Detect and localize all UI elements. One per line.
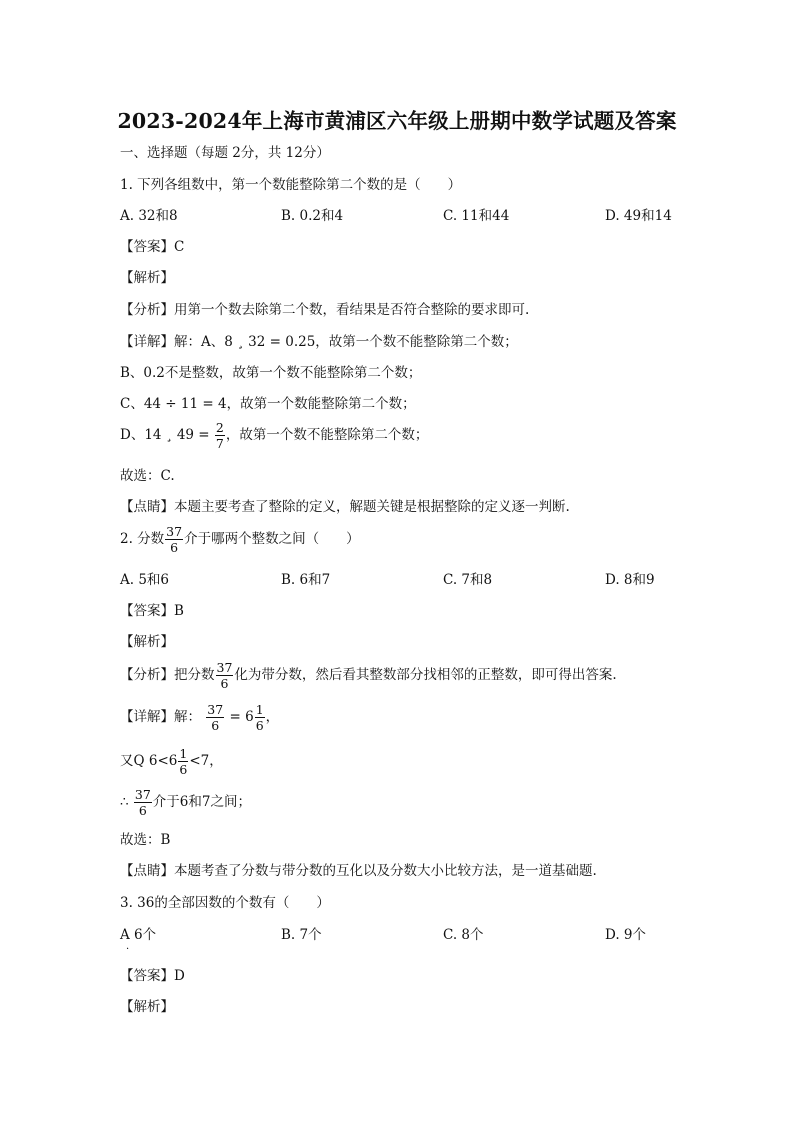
q2-answer: 【答案】B: [120, 603, 184, 619]
page-title: 2023-2024年上海市黄浦区六年级上册期中数学试题及答案: [117, 109, 677, 133]
q2-detail-pre: 解：: [174, 709, 201, 725]
q2-detail-post: ，: [265, 709, 280, 725]
q2-fenxi-pre: 把分数: [174, 667, 215, 683]
section-heading: 一、选择题（每题 2分，共 12分）: [120, 145, 330, 161]
question-1-stem: 1. 下列各组数中，第一个数能整除第二个数的是（ ）: [120, 177, 462, 193]
fraction-numerator: 37: [207, 702, 224, 717]
q2-so-fraction: [134, 787, 152, 818]
q2-stem-pre: 2. 分数: [120, 531, 165, 547]
q2-also-fraction: [178, 746, 188, 777]
fraction-numerator: 2: [215, 420, 224, 435]
fraction-numerator: 1: [179, 746, 188, 761]
q3-option-d: D. 9个: [605, 927, 647, 943]
q2-detail-eq: = 6: [229, 709, 254, 725]
q1-detail-d: [120, 420, 428, 451]
q2-also-pre: 又Q 6<6: [120, 753, 178, 769]
q2-option-d: D. 8和9: [605, 572, 655, 588]
q1-option-b: B. 0.2和4: [281, 208, 344, 224]
q1-dianjing: [120, 497, 570, 517]
question-2-stem: [120, 524, 360, 555]
q2-fenxi-tag: 【分析】: [120, 667, 174, 683]
q2-so-post: 介于6和7之间；: [152, 794, 251, 810]
q1-detail-a: [120, 332, 518, 352]
fraction-denominator: 6: [255, 718, 264, 733]
q1-detail-d-pre: D、14 ¸ 49 =: [120, 427, 210, 443]
q2-option-a: A. 5和6: [120, 572, 170, 588]
q2-detail: [120, 702, 279, 733]
q2-option-c: C. 7和8: [443, 572, 493, 588]
q1-fenxi: [120, 300, 529, 320]
stray-dot-mark: ·: [126, 944, 130, 955]
fraction-denominator: 6: [220, 676, 229, 691]
q1-option-c: C. 11和44: [443, 208, 510, 224]
q3-option-a: A 6个: [120, 927, 157, 943]
q3-option-b: B. 7个: [281, 927, 322, 943]
question-3-stem: 3. 36的全部因数的个数有（ ）: [120, 895, 330, 911]
q1-fenxi-text: 用第一个数去除第二个数，看结果是否符合整除的要求即可.: [174, 302, 530, 318]
q2-detail-tag: 【详解】: [120, 709, 174, 725]
q3-answer: 【答案】D: [120, 968, 185, 984]
fraction-denominator: 6: [170, 540, 179, 555]
q1-dianjing-tag: 【点睛】: [120, 499, 174, 515]
fraction-denominator: 6: [211, 718, 220, 733]
q2-detail-mixed-fraction: [255, 702, 265, 733]
q1-analysis-heading: 【解析】: [120, 270, 174, 286]
q1-choose: 故选：C.: [120, 468, 175, 484]
q1-fraction-2-7: [215, 420, 225, 451]
q2-stem-fraction: [165, 524, 183, 555]
q1-detail-a-text: 解：A、8 ¸ 32 = 0.25，故第一个数不能整除第二个数；: [174, 334, 518, 350]
q2-fenxi: [120, 660, 617, 691]
q2-dianjing-text: 本题考查了分数与带分数的互化以及分数大小比较方法，是一道基础题.: [174, 863, 597, 879]
q1-detail-c: C、44 ÷ 11 = 4，故第一个数能整除第二个数；: [120, 396, 416, 412]
q2-fenxi-fraction: [216, 660, 234, 691]
q1-fenxi-tag: 【分析】: [120, 302, 174, 318]
q1-answer: 【答案】C: [120, 239, 185, 255]
q1-option-d: D. 49和14: [605, 208, 672, 224]
q2-also: [120, 746, 223, 777]
q2-choose: 故选：B: [120, 832, 171, 848]
q2-so: [120, 787, 251, 818]
fraction-denominator: 6: [179, 762, 188, 777]
q1-dianjing-text: 本题主要考查了整除的定义，解题关键是根据整除的定义逐一判断.: [174, 499, 570, 515]
fraction-numerator: 37: [216, 660, 233, 675]
fraction-denominator: 6: [138, 803, 147, 818]
fraction-numerator: 1: [255, 702, 264, 717]
q2-option-b: B. 6和7: [281, 572, 331, 588]
fraction-numerator: 37: [166, 524, 183, 539]
fraction-numerator: 37: [134, 787, 151, 802]
q1-detail-b: B、0.2不是整数，故第一个数不能整除第二个数；: [120, 365, 422, 381]
q1-option-a: A. 32和8: [120, 208, 178, 224]
q2-detail-fraction: [206, 702, 224, 733]
q3-option-c: C. 8个: [443, 927, 484, 943]
q1-detail-tag: 【详解】: [120, 334, 174, 350]
q2-stem-post: 介于哪两个整数之间（ ）: [184, 531, 360, 547]
q1-detail-d-post: ，故第一个数不能整除第二个数；: [225, 427, 429, 443]
therefore-symbol: ∴: [120, 794, 129, 810]
q2-dianjing: [120, 861, 597, 881]
q2-analysis-heading: 【解析】: [120, 634, 174, 650]
q2-dianjing-tag: 【点睛】: [120, 863, 174, 879]
q2-also-post: <7，: [189, 753, 223, 769]
fraction-denominator: 7: [215, 436, 224, 451]
q3-analysis-heading: 【解析】: [120, 999, 174, 1015]
q2-fenxi-post: 化为带分数，然后看其整数部分找相邻的正整数，即可得出答案.: [234, 667, 617, 683]
